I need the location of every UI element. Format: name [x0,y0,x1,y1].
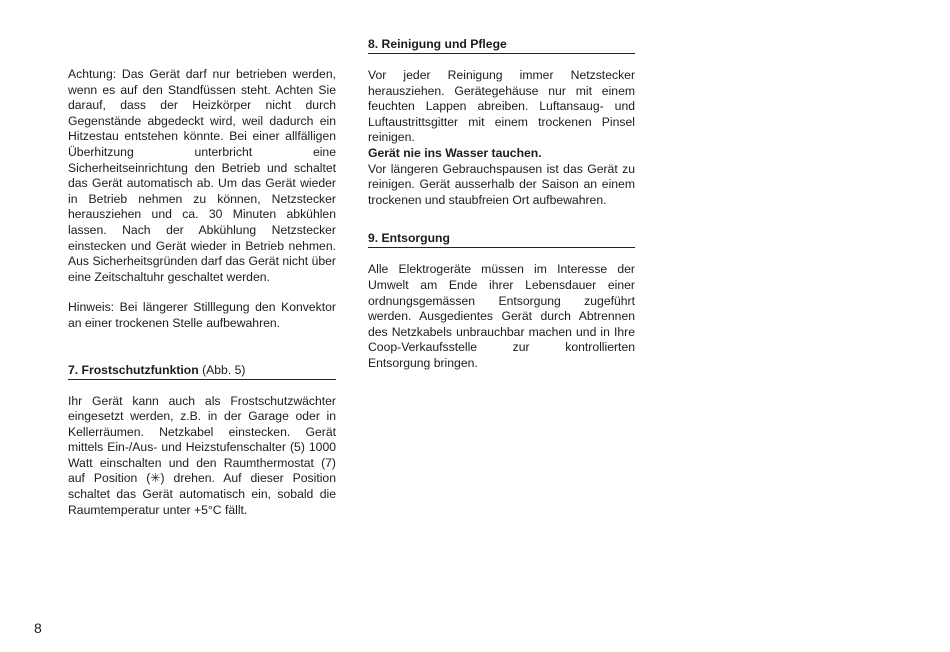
right-column [368,37,635,372]
note-paragraph: Hinweis: Bei längerer Stilllegung den Konvektor an einer trockenen Stelle aufbewahren. [68,300,336,330]
section-8-body-intro: Vor jeder Reinigung immer Netzstecker herausziehen. Gerätegehäuse nur mit einem feuchten Lappen abreiben. Luftansaug- und Luftaustrittsgitter mit einem trockenen Pinsel reinigen. [368,68,635,145]
section-9-title: 9. Entsorgung [368,231,450,246]
page-number: 8 [34,620,42,636]
section-7-title: 7. Frostschutzfunktion [68,362,199,377]
left-column [68,67,336,518]
section-7-body: Ihr Gerät kann auch als Frostschutzwächter eingesetzt werden, z.B. in der Garage oder in Kellerräumen. Netzkabel einstecken. Gerät mittels Ein-/Aus- und Heizstufenschalter (5) 1000 Watt einschalten und den Raumthermostat (7) auf Position (✳) drehen. Auf dieser Position schaltet das Gerät automatisch ein, sobald die Raumtemperatur unter +5°C fällt. [68,393,336,517]
section-8-body-storage: Vor längeren Gebrauchspausen ist das Gerät zu reinigen. Gerät ausserhalb der Saison an einem trockenen und staubfreien Ort aufbewahren. [368,161,635,207]
section-9-heading [368,231,635,248]
section-8-heading [368,37,635,54]
caution-paragraph: Achtung: Das Gerät darf nur betrieben werden, wenn es auf den Standfüssen steht. Achten Sie darauf, dass der Heizkörper nicht durch Gegenstände abgedeckt wird, weil dadurch ein Hitzestau entstehen könnte. Bei einer allfälligen Überhitzung unterbricht eine Sicherheitseinrichtung den Betrieb und schaltet das Gerät automatisch ab. Um das Gerät wieder in Betrieb nehmen zu können, Netzstecker herausziehen und ca. 30 Minuten abkühlen lassen. Nach der Abkühlung Netzstecker einstecken und Gerät wieder in Betrieb nehmen. Aus Sicherheitsgründen darf das Gerät nicht über eine Zeitschaltuhr geschaltet werden. [68,67,336,284]
section-8-title: 8. Reinigung und Pflege [368,37,507,51]
section-7-title-suffix: (Abb. 5) [198,362,246,377]
section-7-heading [68,363,336,380]
section-9-body: Alle Elektrogeräte müssen im Interesse der Umwelt am Ende ihrer Lebensdauer einer ordnungsgemässen Entsorgung zugeführt werden. Ausgedientes Gerät durch Abtrennen des Netzkabels unbrauchbar machen und in Ihre Coop-Verkaufsstelle zur kontrollierten Entsorgung bringen. [368,262,635,370]
section-8-warning: Gerät nie ins Wasser tauchen. [368,145,542,160]
